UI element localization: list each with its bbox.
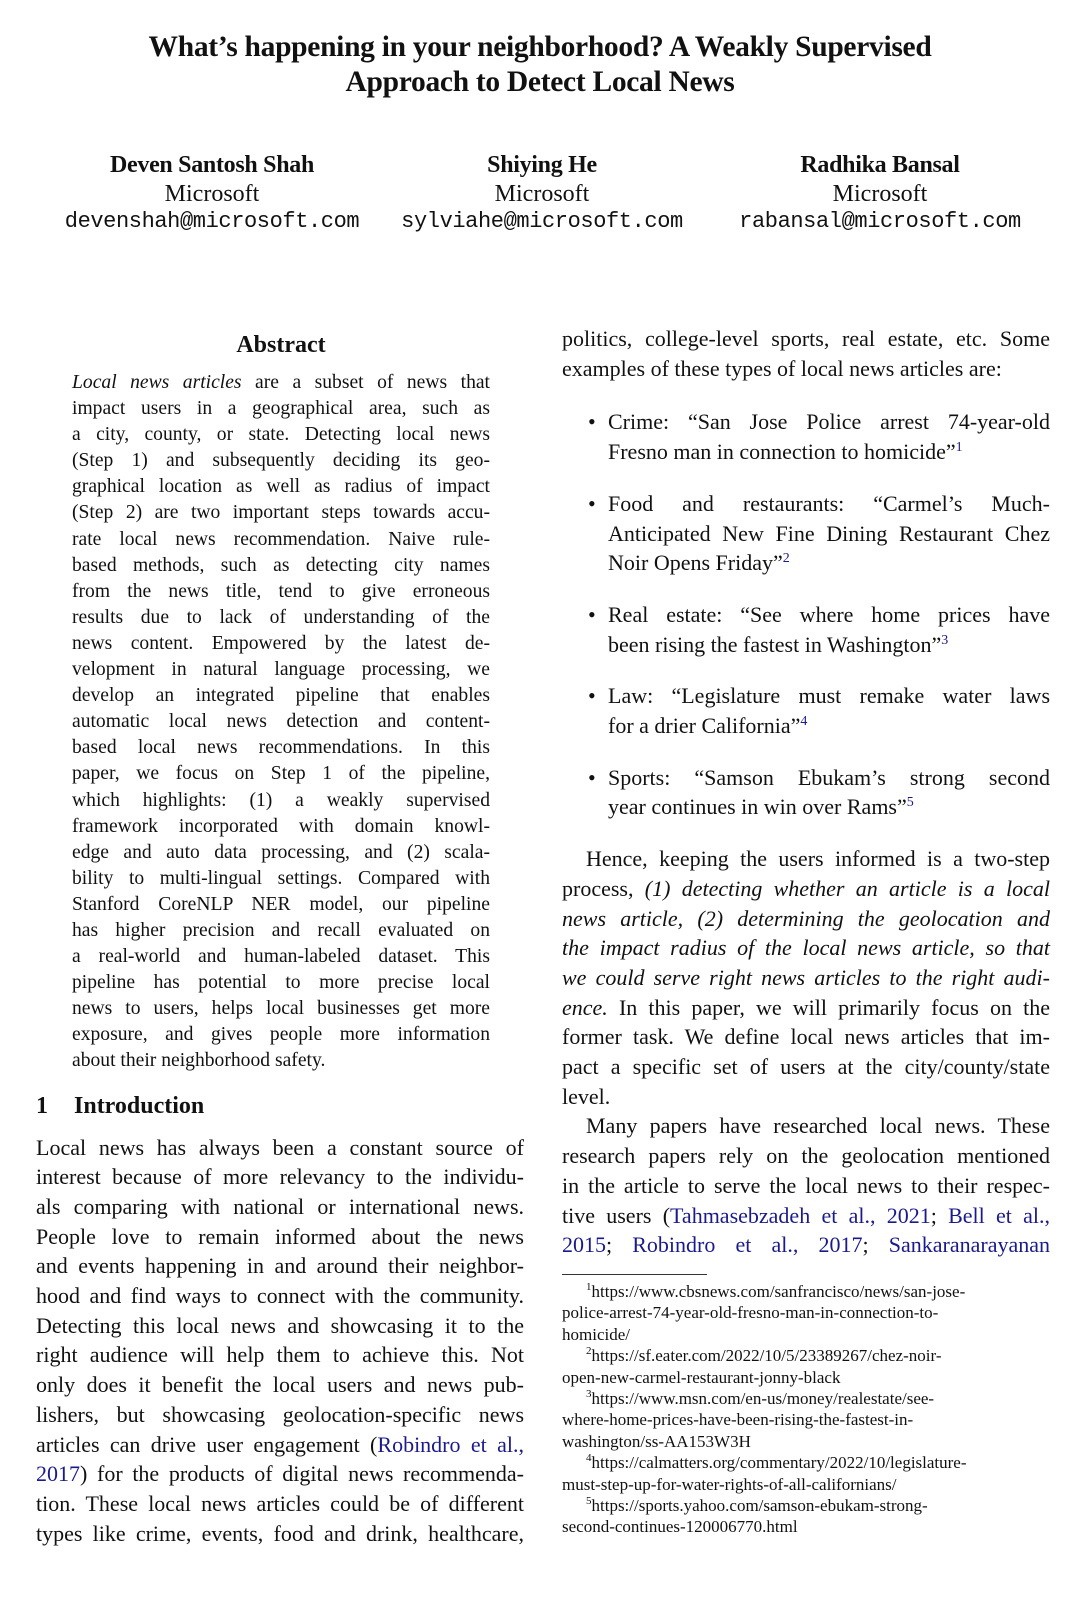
abstract-line: rate local news recommendation. Naive rule-: [72, 528, 490, 550]
text-line: and events happening in and around their neighbor-: [36, 1253, 524, 1279]
author-email[interactable]: sylviahe@microsoft.com: [401, 209, 683, 234]
citation-link-robindro[interactable]: Robindro et al.,: [377, 1431, 525, 1457]
text-line: [562, 904, 1050, 934]
abstract-heading: Abstract: [236, 332, 326, 358]
text-span: for a drier California”: [608, 713, 801, 739]
bullet-icon: •: [588, 601, 596, 627]
text-line: [608, 437, 1050, 467]
footnote-line[interactable]: open-new-carmel-restaurant-jonny-black: [562, 1367, 841, 1387]
footnote-number: 1: [586, 1280, 592, 1293]
text-line: right audience will help them to achieve this. Not: [36, 1342, 524, 1368]
abstract-line: a real-world and human-labeled dataset. This: [72, 946, 490, 968]
abstract-line: (Step 2) are two important steps towards accu-: [72, 502, 490, 524]
footnote-line: [562, 1388, 1050, 1409]
citation-link-robindro-year[interactable]: 2017: [36, 1461, 80, 1487]
text-span: process,: [562, 875, 645, 901]
footnote-item: [562, 1388, 1050, 1452]
author-affiliation: Microsoft: [164, 181, 260, 207]
abstract-line: graphical location as well as radius of impact: [72, 476, 490, 498]
abstract-body: [72, 370, 490, 1075]
introduction-body: [36, 1133, 524, 1549]
footnote-number: 2: [586, 1345, 592, 1358]
citation-link-bell[interactable]: Bell et al.,: [948, 1202, 1050, 1228]
text-line: [562, 963, 1050, 993]
intro-continuation: [562, 324, 1050, 383]
text-span: ;: [862, 1232, 889, 1258]
footnote-url[interactable]: https://calmatters.org/commentary/2022/10/legislature-: [591, 1453, 967, 1473]
abstract-line: (Step 1) and subsequently deciding its geo-: [72, 450, 490, 472]
abstract-line: paper, we focus on Step 1 of the pipeline,: [72, 763, 490, 785]
right-column: [562, 326, 1050, 1538]
abstract-line: news content. Empowered by the latest de-: [72, 632, 490, 654]
text-line: Law: “Legislature must remake water laws: [608, 683, 1050, 709]
text-span: Noir Opens Friday”: [608, 550, 783, 576]
author-1: [52, 150, 372, 236]
text-span: In this paper, we will primarily focus on the: [607, 994, 1050, 1020]
footnote-line[interactable]: washington/ss-AA153W3H: [562, 1431, 751, 1451]
abstract-italic-lead: Local news articles: [72, 372, 242, 393]
footnote-url[interactable]: https://sports.yahoo.com/samson-ebukam-strong-: [591, 1496, 928, 1516]
paper-title: [0, 30, 1080, 100]
abstract-line: Stanford CoreNLP NER model, our pipeline: [72, 893, 490, 915]
footnote-marker[interactable]: 2: [782, 551, 790, 567]
text-line: types like crime, events, food and drink, healthcare,: [36, 1520, 524, 1546]
text-line: pact a specific set of users at the city/county/state: [562, 1054, 1050, 1080]
author-name: Radhika Bansal: [800, 152, 960, 178]
section-title: Introduction: [74, 1092, 205, 1119]
text-line: People love to remain informed about the news: [36, 1223, 524, 1249]
bullet-icon: •: [588, 490, 596, 516]
text-span: tive users (: [562, 1202, 671, 1228]
footnote-line: [562, 1281, 1050, 1302]
footnote-number: 3: [586, 1388, 592, 1401]
footnote-item: [562, 1281, 1050, 1345]
text-line: level.: [562, 1083, 611, 1109]
text-line: interest because of more relevancy to the individu-: [36, 1164, 524, 1190]
footnote-marker[interactable]: 3: [941, 632, 949, 648]
abstract-line: framework incorporated with domain knowl-: [72, 815, 490, 837]
footnote-url[interactable]: https://www.msn.com/en-us/money/realestate/see-: [591, 1389, 935, 1409]
text-line: [36, 1459, 524, 1489]
bullet-icon: •: [588, 409, 596, 435]
section-number: 1: [36, 1092, 48, 1119]
text-line: Anticipated New Fine Dining Restaurant Chez: [608, 520, 1050, 546]
citation-link-sankaranarayanan[interactable]: Sankaranarayanan: [888, 1232, 1050, 1258]
footnote-line: [562, 1495, 1050, 1516]
paragraph-two-step: [562, 844, 1050, 1111]
example-list: [562, 407, 1050, 822]
text-span: been rising the fastest in Washington”: [608, 631, 942, 657]
text-line: Many papers have researched local news. These: [586, 1113, 1050, 1139]
paragraph-related-work: [562, 1111, 1050, 1260]
text-span: ) for the products of digital news recommenda-: [80, 1461, 524, 1487]
footnote-line[interactable]: police-arrest-74-year-old-fresno-man-in-connection-to-: [562, 1303, 939, 1323]
author-name: Shiying He: [487, 152, 597, 178]
footnote-item: [562, 1495, 1050, 1538]
title-line-1: What’s happening in your neighborhood? A Weakly Supervised: [148, 31, 932, 63]
text-line: [562, 1230, 1050, 1260]
abstract-line: automatic local news detection and content-: [72, 711, 490, 733]
abstract-line: based local news recommendations. In this: [72, 737, 490, 759]
text-line: hood and find ways to connect with the community.: [36, 1283, 524, 1309]
example-list-item: [562, 489, 1050, 578]
title-line-2: Approach to Detect Local News: [345, 66, 735, 98]
text-line: in the article to serve the local news to their respec-: [562, 1172, 1050, 1198]
italic-span: ence.: [562, 994, 608, 1020]
author-3: [720, 150, 1040, 236]
text-span: articles can drive user engagement (: [36, 1431, 378, 1457]
footnote-item: [562, 1452, 1050, 1495]
example-list-item: [562, 600, 1050, 659]
bullet-icon: •: [588, 764, 596, 790]
abstract-line: based methods, such as detecting city names: [72, 554, 490, 576]
footnote-url[interactable]: https://sf.eater.com/2022/10/5/23389267/chez-noir-: [591, 1346, 942, 1366]
example-list-item: [562, 407, 1050, 466]
citation-link-bell-year[interactable]: 2015: [562, 1232, 606, 1258]
abstract-line: develop an integrated pipeline that enables: [72, 685, 490, 707]
footnote-number: 4: [586, 1452, 592, 1465]
abstract-line: bility to multi-lingual settings. Compared with: [72, 867, 490, 889]
text-line: Food and restaurants: “Carmel’s Much-: [608, 490, 1050, 516]
abstract-line: velopment in natural language processing, we: [72, 659, 490, 681]
abstract-line: edge and auto data processing, and (2) scala-: [72, 841, 490, 863]
abstract-line: [72, 370, 490, 396]
abstract-line: results due to lack of understanding of the: [72, 606, 490, 628]
author-2: [382, 150, 702, 236]
footnotes: [562, 1281, 1050, 1538]
text-line: [36, 1430, 524, 1460]
footnote-line[interactable]: second-continues-120006770.html: [562, 1517, 798, 1537]
italic-span: (1) detecting whether an article is a local: [644, 875, 1050, 901]
text-line: [562, 874, 1050, 904]
text-line: politics, college-level sports, real estate, etc. Some: [562, 326, 1050, 351]
citation-link-tahmasebzadeh[interactable]: Tahmasebzadeh et al., 2021: [670, 1202, 931, 1228]
italic-span: we could serve right news articles to the right audi-: [562, 964, 1050, 990]
author-affiliation: Microsoft: [494, 181, 590, 207]
abstract-line-text: are a subset of news that: [241, 372, 491, 393]
text-line: [608, 711, 1050, 741]
text-line: examples of these types of local news articles are:: [562, 355, 1002, 381]
abstract-line: news to users, helps local businesses get more: [72, 998, 490, 1020]
section-heading-introduction: [36, 1091, 524, 1121]
text-span: Fresno man in connection to homicide”: [608, 439, 956, 465]
footnote-marker[interactable]: 5: [906, 795, 914, 811]
text-line: tion. These local news articles could be of different: [36, 1490, 524, 1516]
text-line: Detecting this local news and showcasing it to the: [36, 1312, 524, 1338]
footnote-marker[interactable]: 1: [955, 440, 963, 456]
footnote-marker[interactable]: 4: [800, 714, 808, 730]
footnote-url[interactable]: https://www.cbsnews.com/sanfrancisco/news/san-jose-: [591, 1281, 966, 1301]
text-line: research papers rely on the geolocation mentioned: [562, 1143, 1050, 1169]
footnote-line[interactable]: where-home-prices-have-been-rising-the-fastest-in-: [562, 1410, 914, 1430]
italic-span: the impact radius of the local news article, so that: [562, 935, 1050, 961]
footnote-number: 5: [586, 1495, 592, 1508]
footnote-divider: [562, 1274, 707, 1275]
footnote-line[interactable]: must-step-up-for-water-rights-of-all-californians/: [562, 1474, 897, 1494]
abstract-line: from the news title, tend to give erroneous: [72, 580, 490, 602]
author-name: Deven Santosh Shah: [109, 152, 314, 178]
abstract-line: about their neighborhood safety.: [72, 1050, 326, 1072]
text-line: lishers, but showcasing geolocation-specific news: [36, 1401, 524, 1427]
example-list-item: [562, 681, 1050, 740]
bullet-icon: •: [588, 683, 596, 709]
text-line: [562, 993, 1050, 1023]
example-list-item: [562, 763, 1050, 822]
abstract-line: which highlights: (1) a weakly supervised: [72, 789, 490, 811]
left-column: [36, 330, 524, 1548]
footnote-item: [562, 1345, 1050, 1388]
text-span: ;: [606, 1232, 633, 1258]
text-line: Sports: “Samson Ebukam’s strong second: [608, 764, 1050, 790]
text-line: [608, 548, 1050, 578]
abstract-line: has higher precision and recall evaluated on: [72, 919, 490, 941]
text-line: [608, 630, 1050, 660]
author-email[interactable]: rabansal@microsoft.com: [739, 209, 1021, 234]
text-line: former task. We define local news articles that im-: [562, 1024, 1050, 1050]
author-email[interactable]: devenshah@microsoft.com: [64, 209, 360, 234]
footnote-line: [562, 1345, 1050, 1366]
footnote-line: [562, 1452, 1050, 1473]
author-affiliation: Microsoft: [832, 181, 928, 207]
abstract-line: a city, county, or state. Detecting local news: [72, 424, 490, 446]
abstract-line: impact users in a geographical area, such as: [72, 398, 490, 420]
text-line: als comparing with national or international news.: [36, 1193, 524, 1219]
text-line: Local news has always been a constant source of: [36, 1134, 524, 1160]
text-line: only does it benefit the local users and news pub-: [36, 1372, 524, 1398]
abstract-line: exposure, and gives people more information: [72, 1024, 490, 1046]
text-span: year continues in win over Rams”: [608, 794, 907, 820]
citation-link-robindro[interactable]: Robindro et al., 2017: [632, 1232, 863, 1258]
text-line: [608, 792, 1050, 822]
text-line: Hence, keeping the users informed is a two-step: [586, 846, 1050, 872]
text-line: Crime: “San Jose Police arrest 74-year-old: [608, 409, 1050, 435]
abstract-line: pipeline has potential to more precise local: [72, 972, 490, 994]
text-line: [562, 933, 1050, 963]
footnote-line[interactable]: homicide/: [562, 1324, 630, 1344]
text-line: Real estate: “See where home prices have: [608, 601, 1050, 627]
text-span: ;: [930, 1202, 949, 1228]
text-line: [562, 1201, 1050, 1231]
italic-span: news article, (2) determining the geolocation and: [562, 905, 1050, 931]
